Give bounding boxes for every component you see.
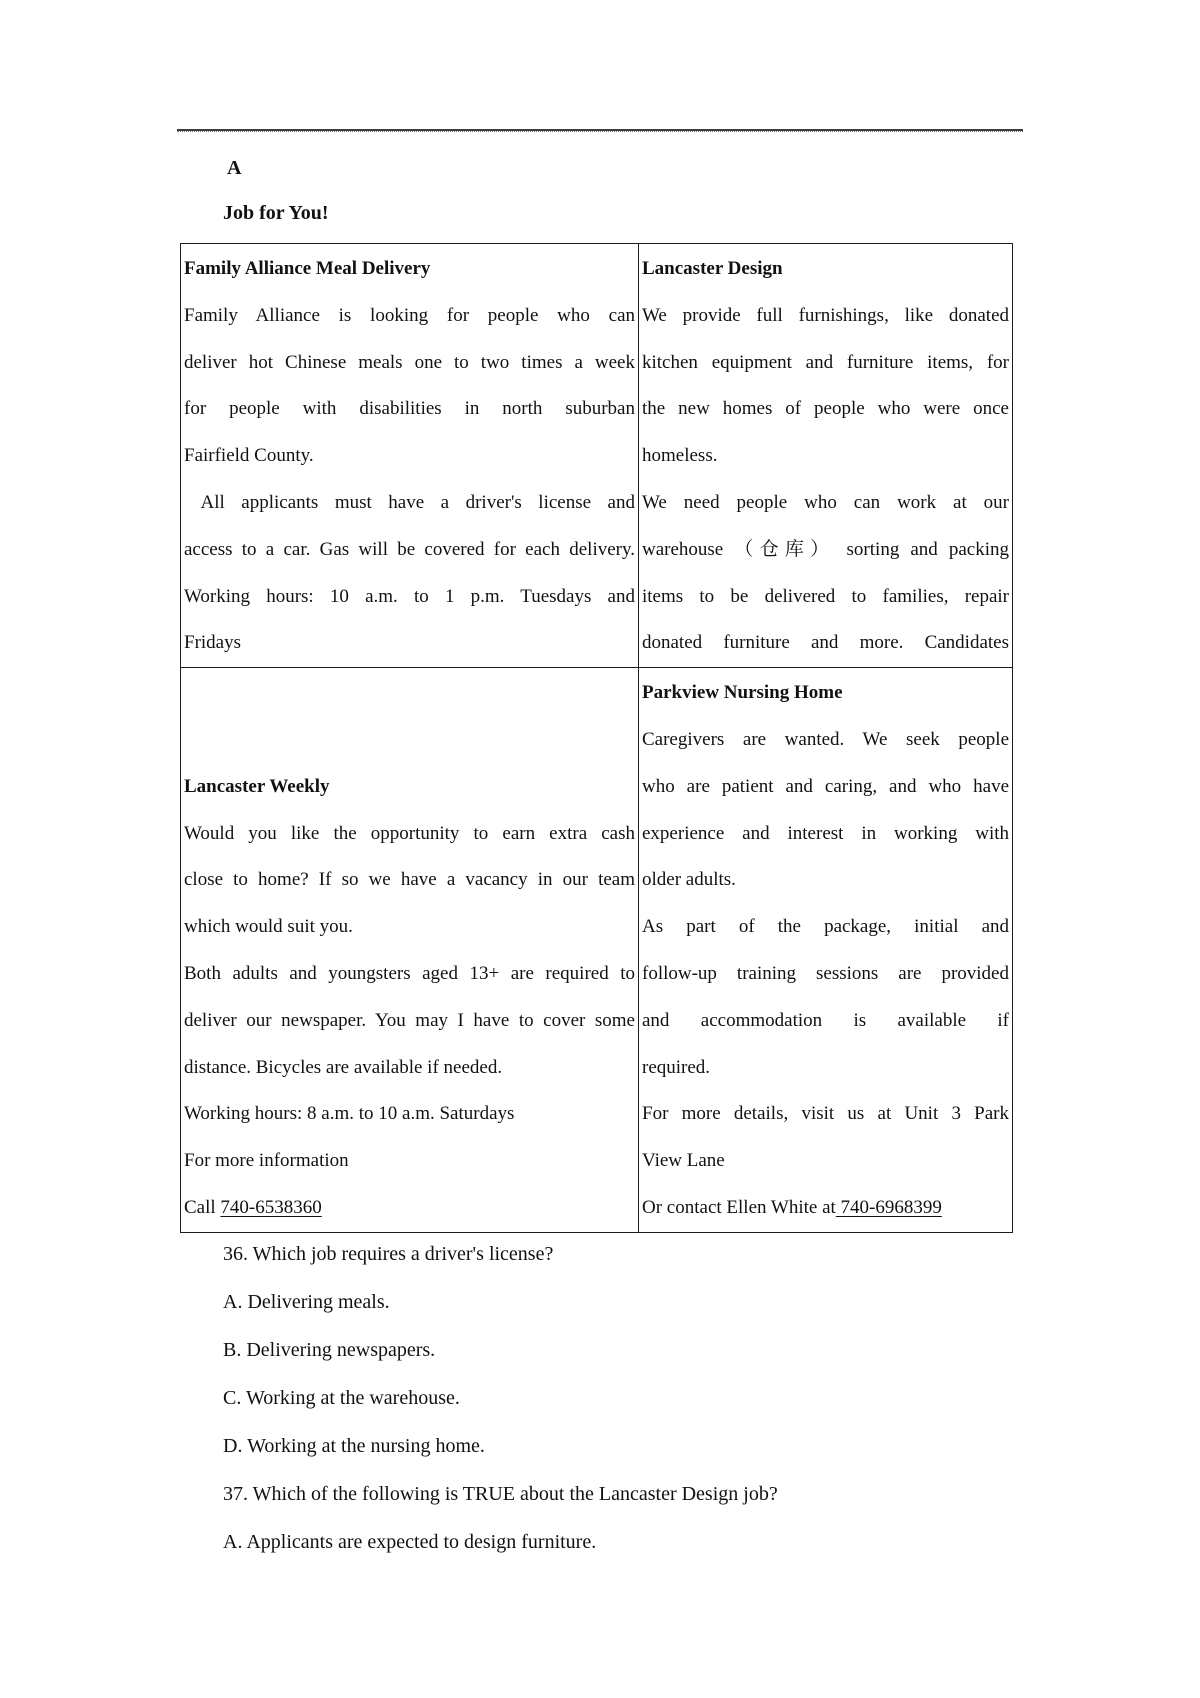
table-row	[181, 244, 1013, 668]
cell-text-line: All applicants must have a driver's license and	[184, 491, 635, 513]
cell-lancaster-weekly	[181, 668, 639, 1233]
cell-text-line: follow-up training sessions are provided	[642, 962, 1009, 984]
cell-text-line: Parkview Nursing Home	[642, 682, 843, 704]
header-rule	[177, 129, 1023, 132]
section-label: A	[227, 157, 242, 179]
option-36-d: D. Working at the nursing home.	[223, 1435, 485, 1457]
cell-text-line: who are patient and caring, and who have	[642, 775, 1009, 797]
cell-text-line: deliver our newspaper. You may I have to cover some	[184, 1009, 635, 1031]
cell-text-line: homeless.	[642, 445, 718, 467]
cell-text-line: for people with disabilities in north suburban	[184, 398, 635, 420]
cell-text-line: close to home? If so we have a vacancy in our team	[184, 869, 635, 891]
cell-family-alliance-meal-delivery	[181, 244, 639, 668]
cell-text-line: Family Alliance is looking for people who can	[184, 304, 635, 326]
cell-text-line: required.	[642, 1056, 711, 1078]
cell-text-line: kitchen equipment and furniture items, for	[642, 351, 1009, 373]
cell-text-line: Family Alliance Meal Delivery	[184, 258, 431, 279]
cell-text-line: Both adults and youngsters aged 13+ are required to	[184, 962, 635, 984]
question-36: 36. Which job requires a driver's license?	[223, 1243, 554, 1265]
cell-text-line: distance. Bicycles are available if needed.	[184, 1056, 503, 1078]
option-36-c: C. Working at the warehouse.	[223, 1387, 460, 1409]
cell-text-line: For more information	[184, 1150, 349, 1172]
cell-text-line: access to a car. Gas will be covered for each delivery.	[184, 538, 635, 560]
cell-text-line: Lancaster Design	[642, 258, 783, 279]
cell-text-line: experience and interest in working with	[642, 822, 1009, 844]
cell-text-line: Fridays	[184, 632, 241, 654]
passage-title: Job for You!	[223, 202, 329, 224]
cell-text-line: deliver hot Chinese meals one to two times a week	[184, 351, 635, 373]
question-37: 37. Which of the following is TRUE about the Lancaster Design job?	[223, 1483, 778, 1505]
cell-text-line: donated furniture and more. Candidates	[642, 632, 1009, 654]
cell-text-line: Would you like the opportunity to earn extra cash	[184, 822, 635, 844]
cell-text-line: which would suit you.	[184, 916, 353, 938]
option-36-b: B. Delivering newspapers.	[223, 1339, 436, 1361]
cell-text-line: Lancaster Weekly	[184, 775, 330, 797]
cell-text-line: Working hours: 8 a.m. to 10 a.m. Saturdays	[184, 1103, 515, 1125]
phone-number: 740-6968399	[835, 1196, 942, 1218]
cell-text-line: For more details, visit us at Unit 3 Park	[642, 1103, 1009, 1125]
cell-text-line: View Lane	[642, 1150, 725, 1172]
jobs-table	[180, 243, 1013, 1233]
option-36-a: A. Delivering meals.	[223, 1291, 390, 1313]
cell-text-line	[184, 717, 635, 764]
phone-number: 740-6538360	[220, 1196, 322, 1218]
cell-text-line: items to be delivered to families, repair	[642, 585, 1009, 607]
cell-text-line: warehouse （仓库） sorting and packing	[642, 538, 1009, 560]
cell-text-line: Working hours: 10 a.m. to 1 p.m. Tuesdays and	[184, 585, 635, 607]
cell-text-line: We provide full furnishings, like donated	[642, 304, 1009, 326]
cell-text-line	[184, 670, 635, 717]
table-row	[181, 668, 1013, 1233]
cell-text-line: and accommodation is available if	[642, 1009, 1009, 1031]
cell-text-line: Or contact Ellen White at 740-6968399	[642, 1196, 942, 1218]
option-37-a: A. Applicants are expected to design furniture.	[223, 1531, 597, 1553]
cell-text-line: older adults.	[642, 869, 736, 891]
cell-text-line: Fairfield County.	[184, 445, 314, 467]
cell-text-line: Call 740-6538360	[184, 1196, 322, 1218]
cell-text-line: the new homes of people who were once	[642, 398, 1009, 420]
cell-text-line: As part of the package, initial and	[642, 916, 1009, 938]
cell-parkview-nursing-home	[639, 668, 1013, 1233]
cell-lancaster-design	[639, 244, 1013, 668]
cell-text-line: Caregivers are wanted. We seek people	[642, 728, 1009, 750]
questions-section	[223, 1230, 1023, 1566]
cell-text-line: We need people who can work at our	[642, 491, 1009, 513]
